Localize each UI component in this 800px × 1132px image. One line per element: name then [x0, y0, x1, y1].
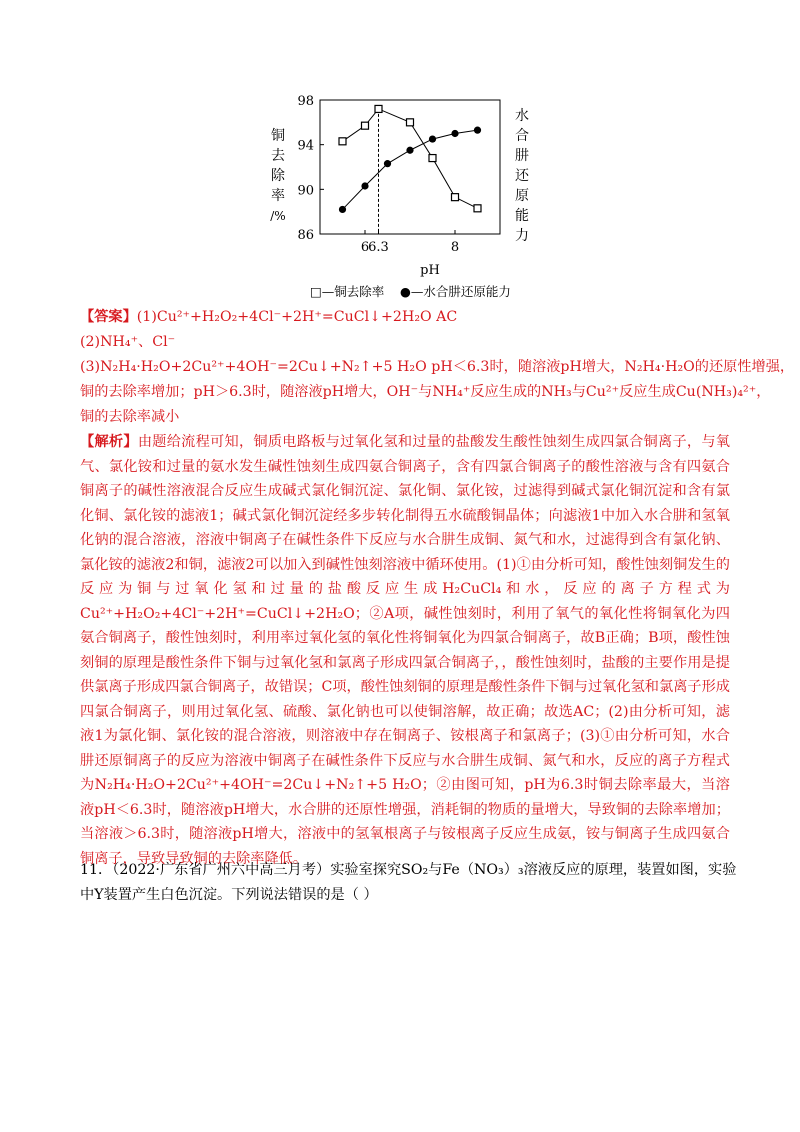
legend-square: □—铜去除率: [310, 284, 385, 298]
circle-point: [451, 130, 458, 137]
circle-point: [474, 127, 481, 134]
x-axis-label: pH: [420, 263, 440, 278]
circle-point: [361, 182, 368, 189]
square-point: [474, 205, 481, 212]
circle-point: [429, 135, 436, 142]
answer-line-2: (2)NH₄⁺、Cl⁻: [80, 334, 176, 350]
y-axis-label-left: 铜 去 除 率 /%: [270, 128, 286, 223]
x-tick-label: 6: [360, 240, 370, 255]
question-11-line-2: 中Y装置产生白色沉淀。下列说法错误的是（ ）: [80, 887, 378, 903]
circle-point: [339, 206, 346, 213]
answer-line-1: 【答案】(1)Cu²⁺+H₂O₂+4Cl⁻+2H⁺=CuCl↓+2H₂O AC: [80, 309, 458, 325]
answer-label: 【答案】: [80, 309, 137, 325]
x-tick-label: 8: [450, 240, 460, 255]
square-point: [407, 119, 414, 126]
chart-canvas: [260, 88, 550, 298]
answer-line-3: (3)N₂H₄·H₂O+2Cu²⁺+4OH⁻=2Cu↓+N₂↑+5 H₂O pH＜6.3时，随溶液pH增大，N₂H₄·H₂O的还原性增强，: [80, 359, 795, 375]
chart: [260, 88, 550, 298]
circle-point: [384, 160, 391, 167]
square-point: [429, 155, 436, 162]
y-tick-label: 90: [297, 183, 314, 199]
analysis-paragraph: 【解析】由题给流程可知，铜质电路板与过氧化氢和过量的盐酸发生酸性蚀刻生成四氯合铜离子，与氧气、氯化铵和过量的氨水发生碱性蚀刻生成四氨合铜离子，含有四氯合铜离子的酸性溶液与含有四氨合铜离子的碱性溶液混合反应生成碱式氯化铜沉淀、氯化铜、氯化铵，过滤得到碱式氯化铜沉淀和含有氯化铜、氯化铵的滤液1；碱式氯化铜沉淀经多步转化制得五水硫酸铜晶体；向滤液1中加入水合肼和氢氧化钠的混合溶液，溶液中铜离子在碱性条件下反应与水合肼生成铜、氮气和水，过滤得到含有氯化钠、氯化铵的滤液2和铜，滤液2可以加入到碱性蚀刻溶液中循环使用。(1)①由分析可知，酸性蚀刻铜发生的反应为铜与过氧化氢和过量的盐酸反应生成H₂CuCl₄和水，反应的离子方程式为Cu²⁺+H₂O₂+4Cl⁻+2H⁺=CuCl↓+2H₂O；②A项，碱性蚀刻时，利用了氧气的氧化性将铜氧化为四氨合铜离子，酸性蚀刻时，利用率过氧化氢的氧化性将铜氧化为四氯合铜离子，故B正确；B项，酸性蚀刻铜的原理是酸性条件下铜与过氧化氢和氯离子形成四氯合铜离子，，酸性蚀刻时，盐酸的主要作用是提供氯离子形成四氯合铜离子，故错误；C项，酸性蚀刻铜的原理是酸性条件下铜与过氧化氢和氯离子形成四氯合铜离子，则用过氧化氢、硫酸、氯化钠也可以使铜溶解，故正确；故选AC；(2)由分析可知，滤液1为氯化铜、氯化铵的混合溶液，则溶液中存在铜离子、铵根离子和氯离子；(3)①由分析可知，水合肼还原铜离子的反应为溶液中铜离子在碱性条件下反应与水合肼生成铜、氮气和水，反应的离子方程式为N₂H₄·H₂O+2Cu²⁺+4OH⁻=2Cu↓+N₂↑+5 H₂O；②由图可知，pH为6.3时铜去除率最大，当溶液pH＜6.3时，随溶液pH增大，水合肼的还原性增强，消耗铜的物质的量增大，导致铜的去除率增加；当溶液＞6.3时，随溶液pH增大，溶液中的氢氧根离子与铵根离子反应生成氨，铵与铜离子生成四氨合铜离子，导致导致铜的去除率降低。: [80, 434, 730, 867]
answer-line-4: 铜的去除率增加；pH＞6.3时，随溶液pH增大，OH⁻与NH₄⁺反应生成的NH₃与Cu²⁺反应生成Cu(NH₃)₄²⁺，: [80, 384, 771, 400]
y-tick-label: 94: [297, 138, 314, 154]
x-tick-label: 6.3: [368, 240, 389, 255]
square-point: [452, 194, 459, 201]
square-point: [339, 138, 346, 145]
y-tick-label: 86: [297, 228, 314, 243]
answer-line-5: 铜的去除率减小: [80, 409, 180, 425]
y-tick-label: 98: [297, 94, 314, 109]
question-11-line-1: 11．（2022·广东省广州六中高三月考）实验室探究SO₂与Fe（NO₃）₃溶液反应的原理，装置如图，实验: [80, 862, 737, 878]
y-axis-label-right: 水 合 肼 还 原 能 力: [515, 108, 529, 244]
legend-circle: ●—水合肼还原能力: [400, 284, 511, 298]
analysis-label: 【解析】: [80, 434, 138, 450]
circle-point: [406, 147, 413, 154]
square-point: [375, 105, 382, 112]
square-point: [362, 122, 369, 129]
